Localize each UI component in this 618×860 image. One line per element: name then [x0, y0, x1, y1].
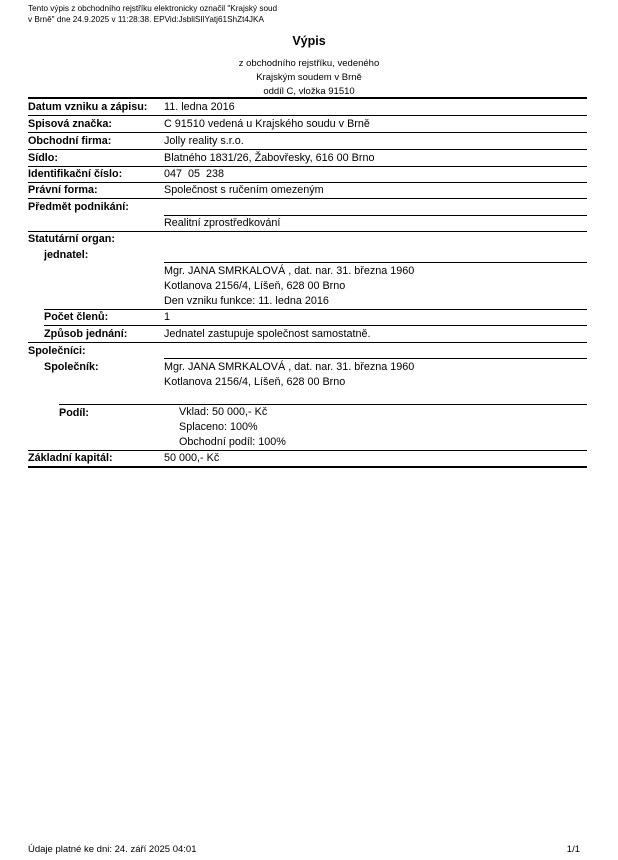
document-subtitle	[0, 57, 618, 99]
rule	[28, 132, 587, 133]
predmet-value: Realitní zprostředkování	[164, 217, 281, 229]
rule	[44, 325, 587, 326]
subtitle-line-2: Krajským soudem v Brně	[256, 72, 362, 83]
bottom-rule	[28, 466, 587, 468]
spolecnik-label: Společník:	[44, 361, 99, 373]
sidlo-label: Sídlo:	[28, 152, 58, 164]
electronic-signature-note	[28, 3, 277, 25]
spisova-label: Spisová značka:	[28, 118, 113, 130]
ico-value: 047 05 238	[164, 168, 225, 180]
rule	[164, 358, 587, 359]
jednatel-line-2: Kotlanova 2156/4, Líšeň, 628 00 Brno	[164, 280, 346, 292]
rule	[164, 262, 587, 263]
statutarni-label: Statutární organ:	[28, 233, 115, 245]
pravni-value: Společnost s ručením omezeným	[164, 184, 324, 196]
spolecnik-line-1: Mgr. JANA SMRKALOVÁ , dat. nar. 31. března 1960	[164, 361, 415, 373]
subtitle-line-1: z obchodního rejstříku, vedeného	[238, 58, 380, 69]
page-number: 1/1	[566, 844, 580, 855]
kapital-label: Základní kapitál:	[28, 452, 113, 464]
firma-label: Obchodní firma:	[28, 135, 112, 147]
pravni-label: Právní forma:	[28, 184, 98, 196]
top-rule	[28, 97, 587, 99]
spisova-value: C 91510 vedená u Krajského soudu v Brně	[164, 118, 370, 130]
stamp-line-2: v Brně" dne 24.9.2025 v 11:28:38. EPVid:JsbliSIlYatj61ShZt4JKA	[28, 15, 264, 24]
rule	[28, 149, 587, 150]
spolecnici-label: Společníci:	[28, 345, 86, 357]
validity-date: Údaje platné ke dni: 24. září 2025 04:01	[28, 844, 197, 855]
kapital-value: 50 000,- Kč	[164, 452, 220, 464]
document-title: Výpis	[292, 34, 326, 48]
podil-label: Podíl:	[59, 407, 89, 419]
jednatel-label: jednatel:	[44, 249, 89, 261]
podil-line-2: Splaceno: 100%	[179, 421, 258, 433]
podil-line-1: Vklad: 50 000,- Kč	[179, 406, 268, 418]
ico-label: Identifikační číslo:	[28, 168, 123, 180]
predmet-label: Předmět podnikání:	[28, 201, 129, 213]
sidlo-value: Blatného 1831/26, Žabovřesky, 616 00 Brno	[164, 152, 375, 164]
rule	[28, 198, 587, 199]
rule	[44, 309, 587, 310]
rule	[59, 404, 587, 405]
jednatel-line-1: Mgr. JANA SMRKALOVÁ , dat. nar. 31. března 1960	[164, 265, 415, 277]
podil-line-3: Obchodní podíl: 100%	[179, 436, 286, 448]
pocet-value: 1	[164, 311, 171, 323]
zpusob-label: Způsob jednání:	[44, 328, 128, 340]
datum-label: Datum vzniku a zápisu:	[28, 101, 148, 113]
pocet-label: Počet členů:	[44, 311, 109, 323]
rule	[28, 115, 587, 116]
rule	[28, 342, 587, 343]
datum-value: 11. ledna 2016	[164, 101, 235, 113]
stamp-line-1: Tento výpis z obchodního rejstříku elektronicky označil "Krajský soud	[28, 4, 278, 13]
zpusob-value: Jednatel zastupuje společnost samostatně.	[164, 328, 371, 340]
firma-value: Jolly reality s.r.o.	[164, 135, 244, 147]
jednatel-line-3: Den vzniku funkce: 11. ledna 2016	[164, 295, 329, 307]
spolecnik-line-2: Kotlanova 2156/4, Líšeň, 628 00 Brno	[164, 376, 346, 388]
subtitle-line-3: oddíl C, vložka 91510	[263, 86, 355, 97]
